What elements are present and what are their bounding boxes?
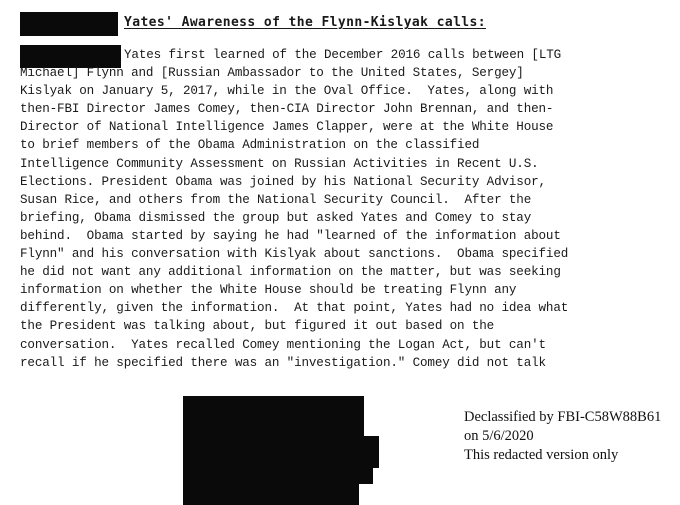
body-line: Elections. President Obama was joined by his National Security Advisor, — [20, 174, 546, 189]
body-line: Kislyak on January 5, 2017, while in the Oval Office. Yates, along with — [20, 84, 554, 99]
body-paragraph — [20, 46, 680, 372]
body-line: briefing, Obama dismissed the group but asked Yates and Comey to stay — [20, 210, 532, 225]
declassification-line: Declassified by FBI-C58W88B61 — [464, 409, 662, 425]
body-line: Flynn" and his conversation with Kislyak about sanctions. Obama specified — [20, 247, 569, 262]
body-line: Michael] Flynn and [Russian Ambassador to the United States, Sergey] — [20, 66, 524, 81]
body-line: behind. Obama started by saying he had "learned of the information about — [20, 228, 561, 243]
body-line: recall if he specified there was an "investigation." Comey did not talk — [20, 355, 546, 370]
declassification-notice — [464, 408, 661, 465]
section-heading: Yates' Awareness of the Flynn-Kislyak calls: — [124, 15, 486, 30]
body-line: to brief members of the Obama Administration on the classified — [20, 138, 480, 153]
declassification-line: This redacted version only — [464, 447, 619, 463]
body-line: Intelligence Community Assessment on Russian Activities in Recent U.S. — [20, 156, 539, 171]
body-line: information on whether the White House should be treating Flynn any — [20, 283, 517, 298]
body-line: Director of National Intelligence James Clapper, were at the White House — [20, 120, 554, 135]
body-line: then-FBI Director James Comey, then-CIA Director John Brennan, and then- — [20, 102, 554, 117]
body-line: Yates first learned of the December 2016 calls between [LTG — [124, 48, 562, 62]
redaction-block-heading — [20, 12, 118, 36]
body-line: differently, given the information. At that point, Yates had no idea what — [20, 301, 569, 316]
declassification-line: on 5/6/2020 — [464, 428, 534, 444]
body-line: the President was talking about, but figured it out based on the — [20, 319, 495, 334]
body-line: he did not want any additional information on the matter, but was seeking — [20, 265, 561, 280]
body-line: conversation. Yates recalled Comey mentioning the Logan Act, but can't — [20, 337, 546, 352]
body-line: Susan Rice, and others from the National Security Council. After the — [20, 192, 532, 207]
